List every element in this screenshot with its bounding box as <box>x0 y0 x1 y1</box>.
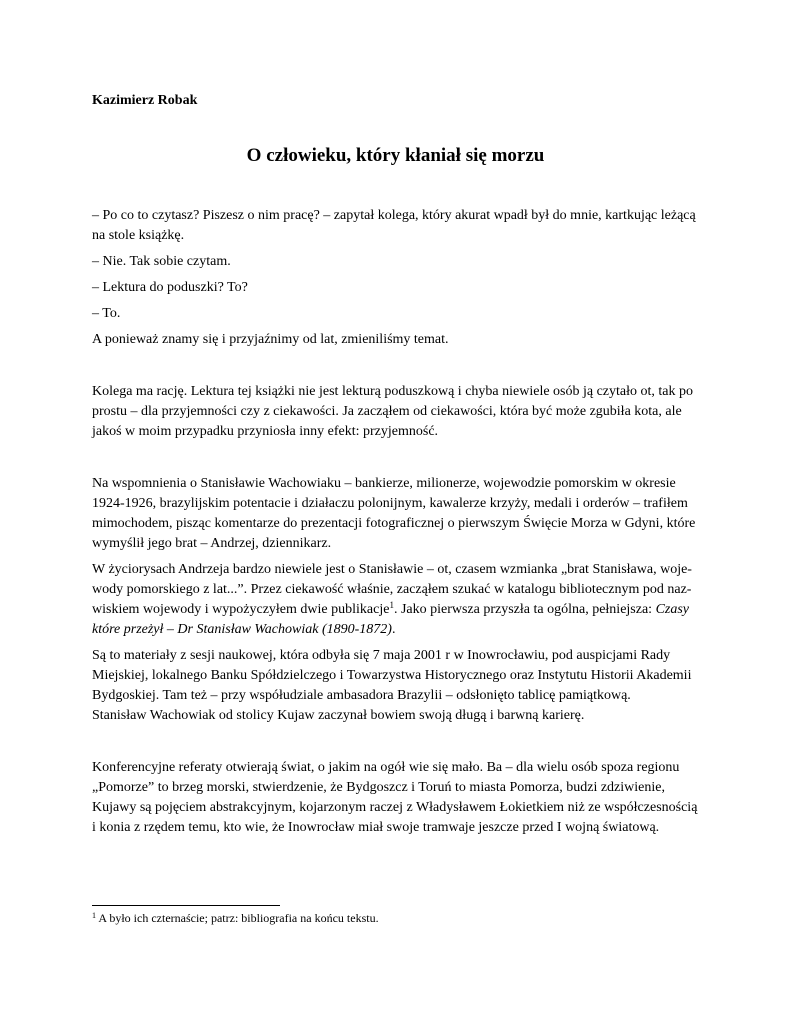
dialogue-line: – Nie. Tak sobie czytam. <box>92 254 231 269</box>
dialogue-line: – Po co to czytasz? Piszesz o nim pracę? – zapytał kolega, który akurat wpadł był do mnie, kartkując leżącą na stole książkę. <box>92 208 696 243</box>
dialogue-line: A ponieważ znamy się i przyjaźnimy od lat, zmieniliśmy temat. <box>92 332 449 347</box>
article-title: O człowieku, który kłaniał się morzu <box>246 145 545 166</box>
paragraph-materialy: Są to materiały z sesji naukowej, która odbyła się 7 maja 2001 r w Inowrocławiu, pod auspicjami Rady Miejskiej, lokalnego Banku Spółdzielczego i Towarzystwa Historycznego oraz Instytutu Historii Akademii Bydgoskiej. Tam też – przy współudziale ambasadora Brazylii – odsłonięto tablicę pamiątkową. <box>92 648 692 703</box>
dialogue-line: – To. <box>92 306 121 321</box>
paragraph-konferencyjne: Konferencyjne referaty otwierają świat, o jakim na ogół wie się mało. Ba – dla wielu osób spoza regionu „Pomorze” to brzeg morski, stwierdzenie, że Bydgoszcz i Toruń to miasta Pomorza, budzi zdziwienie, Kujawy są pojęciem abstrakcyjnym, kojarzonym raczej z Władysławem Łokietkiem niż ze współczesnością i konia z rzędem temu, kto wie, że Inowrocław miał swoje tramwaje jeszcze przed I wojną światową. <box>92 760 698 835</box>
paragraph-wspomnienia: Na wspomnienia o Stanisławie Wachowiaku – bankierze, milionerze, wojewodzie pomorskim w okresie 1924-1926, brazylijskim potentacie i działaczu polonijnym, kawalerze krzyży, medali i orderów – trafiłem mimochodem, pisząc komentarze do prezentacji fotograficznej o pierwszym Święcie Morza w Gdyni, które wymyślił jego brat – Andrzej, dziennikarz. <box>92 476 696 551</box>
footnote-text: A było ich czternaście; patrz: bibliografia na końcu tekstu. <box>96 911 379 925</box>
paragraph-kolega: Kolega ma rację. Lektura tej książki nie jest lekturą poduszkową i chyba niewiele osób ją czytało ot, tak po prostu – dla przyjemności czy z ciekawości. Ja zacząłem od ciekawości, która być może zgubiła kota, ale jakoś w moim przypadku przyniosła inny efekt: przyjemność. <box>92 384 694 439</box>
publication-title: Czasy które przeżył – Dr Stanisław Wachowiak (1890-1872) <box>92 602 690 637</box>
footnote-separator <box>92 905 280 906</box>
footnote-reference: 1 <box>389 600 394 610</box>
zyciorys-end: . <box>391 622 396 637</box>
article-body <box>92 206 704 838</box>
paragraph-kariera: Stanisław Wachowiak od stolicy Kujaw zaczynał bowiem swoją długą i barwną karierę. <box>92 708 585 723</box>
footnote <box>92 911 379 926</box>
dialogue-line: – Lektura do poduszki? To? <box>92 280 248 295</box>
paragraph-zyciorys <box>92 560 704 640</box>
zyciorys-text-continued: . Jako pierwsza przyszła ta ogólna, pełniejsza: <box>393 602 656 617</box>
footnote-mark: 1 <box>92 911 96 920</box>
zyciorys-text: W życiorysach Andrzeja bardzo niewiele jest o Stanisławie – ot, czasem wzmianka „brat Stanisława, woje-wody pomorskiego z lat...”. Przez ciekawość właśnie, zacząłem szukać w katalogu bibliotecznym pod naz-wiskiem wojewody i wypożyczyłem dwie publikacje <box>92 562 692 617</box>
author-name: Kazimierz Robak <box>92 93 198 108</box>
